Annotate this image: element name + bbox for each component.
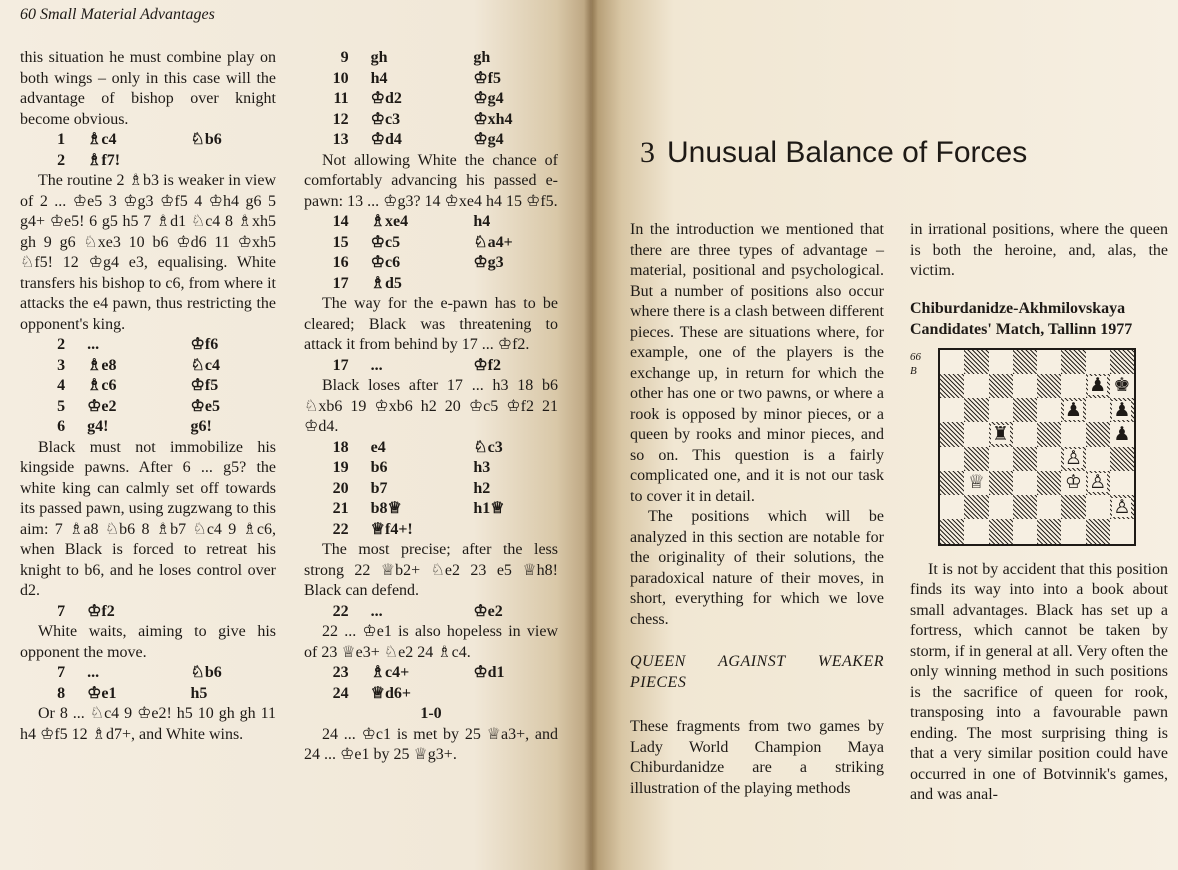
board-square — [1037, 447, 1061, 471]
board-square — [964, 398, 988, 422]
board-square — [1110, 519, 1134, 543]
board-square — [1086, 350, 1110, 374]
board-square — [940, 350, 964, 374]
move-row: 2 ... ♔f6 — [57, 336, 219, 353]
paragraph: Not allowing White the chance of comfortably advancing his passed e-pawn: 13 ... ♔g3? 14 ♔xe4 h4 15 ♔f5. — [304, 151, 558, 210]
board-square — [1037, 422, 1061, 446]
board-square — [1037, 374, 1061, 398]
board-square — [1013, 495, 1037, 519]
white-pawn-icon: ♙ — [1089, 471, 1107, 494]
paragraph: 22 ... ♔e1 is also hopeless in view of 23 ♕e3+ ♘e2 24 ♗c4. — [304, 623, 558, 661]
paragraph: 24 ... ♔c1 is met by 25 ♕a3+, and 24 ... ♔e1 by 25 ♕g3+. — [304, 725, 558, 763]
board-square — [940, 422, 964, 446]
board-square — [1086, 422, 1110, 446]
board-square — [1086, 471, 1110, 495]
board-square — [1110, 398, 1134, 422]
board-square — [1110, 422, 1134, 446]
move-row: 20 b7 h2 — [332, 479, 491, 497]
side-to-move: B — [910, 364, 917, 377]
board-square — [1061, 495, 1085, 519]
paragraph: in irrational positions, where the queen is both the heroine, and, alas, the victim. — [910, 221, 1168, 279]
diagram-label — [910, 350, 921, 378]
board-square — [1013, 374, 1037, 398]
board-square — [1037, 471, 1061, 495]
move-row: 21 b8♕ h1♕ — [332, 500, 505, 517]
move-row: 2 ♗f7! — [57, 151, 121, 169]
move-list — [304, 438, 558, 541]
move-row: 9 gh gh — [340, 49, 491, 66]
board-square — [1037, 495, 1061, 519]
board-square — [940, 374, 964, 398]
game-event: Candidates' Match, Tallinn 1977 — [910, 320, 1133, 338]
move-row: 6 g4! g6! — [57, 418, 212, 435]
board-square — [1061, 350, 1085, 374]
paragraph: The most precise; after the less strong 22 ♕b2+ ♘e2 23 e5 ♕h8! Black can defend. — [304, 541, 558, 599]
board-square — [1086, 374, 1110, 398]
board-square — [1110, 447, 1134, 471]
board-square — [989, 422, 1013, 446]
board-square — [1013, 398, 1037, 422]
paragraph: White waits, aiming to give his opponent the move. — [20, 623, 276, 661]
white-pawn-icon: ♙ — [1113, 495, 1131, 518]
board-square — [1086, 519, 1110, 543]
move-list — [20, 602, 276, 623]
paragraph: It is not by accident that this position finds its way into into a book about small advantages. Black has set up a fortress, which cannot be taken by storm, if in general at all. Very often the only winning method in such positions is the sacrifice of queen for rook, transposing into a favourable pawn ending. The most surprising thing is that a very similar position could have occurred in one of Botvinnik's games, and was anal- — [910, 560, 1168, 803]
board-square — [940, 447, 964, 471]
game-players: Chiburdanidze-Akhmilovskaya — [910, 299, 1126, 317]
paragraph: The way for the e-pawn has to be cleared; Black was threatening to attack it from behind by 17 ... ♔f2. — [304, 295, 558, 353]
board-square — [1013, 350, 1037, 374]
move-list — [304, 663, 558, 704]
section-heading: QUEEN AGAINST WEAKER PIECES — [630, 653, 884, 691]
board-square — [940, 519, 964, 543]
white-queen-icon: ♕ — [967, 471, 985, 494]
move-row: 14 ♗xe4 h4 — [332, 213, 491, 230]
board-square — [1013, 471, 1037, 495]
paragraph: Or 8 ... ♘c4 9 ♔e2! h5 10 gh gh 11 h4 ♔f5 12 ♗d7+, and White wins. — [20, 705, 276, 743]
right-column-1 — [630, 220, 884, 799]
move-row: 11 ♔d2 ♔g4 — [333, 90, 504, 107]
board-square — [1061, 447, 1085, 471]
book-gutter — [584, 0, 598, 870]
black-pawn-icon: ♟ — [1064, 398, 1082, 421]
right-column-2 — [910, 220, 1168, 806]
board-square — [940, 398, 964, 422]
move-row: 18 e4 ♘c3 — [332, 438, 503, 456]
board-square — [964, 495, 988, 519]
paragraph: Black must not immobilize his kingside pawns. After 6 ... g5? the white king can calmly set off towards its passed pawn, using zugzwang to this aim: 7 ♗a8 ♘b6 8 ♗b7 ♘c4 9 ♗c6, when Black is forced to retreat his knight to b6, and he loses control over d2. — [20, 438, 276, 599]
board-square — [1086, 495, 1110, 519]
board-square — [1061, 519, 1085, 543]
left-column-1 — [20, 48, 276, 745]
move-row: 5 ♔e2 ♔e5 — [57, 397, 220, 415]
board-square — [1037, 519, 1061, 543]
move-row: 16 ♔c6 ♔g3 — [332, 254, 504, 271]
black-king-icon: ♚ — [1113, 374, 1131, 397]
board-square — [940, 495, 964, 519]
move-list — [304, 48, 558, 151]
board-square — [964, 471, 988, 495]
board-square — [964, 350, 988, 374]
move-row: 23 ♗c4+ ♔d1 — [332, 664, 505, 681]
board-square — [964, 519, 988, 543]
move-row: 22 ... ♔e2 — [332, 602, 503, 620]
move-row: 15 ♔c5 ♘a4+ — [332, 233, 513, 251]
move-list — [20, 130, 276, 171]
move-row: 17 ♗d5 — [332, 274, 402, 292]
move-row: 4 ♗c6 ♔f5 — [57, 377, 219, 394]
board-square — [989, 374, 1013, 398]
board-square — [1086, 398, 1110, 422]
move-row: 10 h4 ♔f5 — [332, 69, 501, 87]
board-square — [989, 471, 1013, 495]
black-pawn-icon: ♟ — [1113, 422, 1131, 445]
game-result: 1-0 — [420, 705, 442, 722]
board-square — [1037, 398, 1061, 422]
move-list — [20, 663, 276, 704]
paragraph: In the introduction we mentioned that there are three types of advantage – material, positional and psychological. But a number of positions also occur where there is a clash between different pieces. These are situations where, for example, one of the players is the exchange up, in return for which the other has one or two pawns, or where a rook is opposed by minor pieces, or a queen by rooks and minor pieces, and so on. This question is a fairly complicated one, and it is not our task to cover it in detail. — [630, 221, 884, 505]
move-row: 19 b6 h3 — [332, 459, 491, 476]
board-square — [964, 374, 988, 398]
diagram-number: 66 — [910, 350, 921, 363]
board-square — [1110, 350, 1134, 374]
move-row: 17 ... ♔f2 — [332, 356, 501, 374]
board-square — [1110, 495, 1134, 519]
move-row: 7 ... ♘b6 — [57, 664, 222, 681]
board-square — [1061, 398, 1085, 422]
chess-board — [938, 348, 1136, 546]
chapter-number: 3 — [640, 136, 655, 169]
move-row: 7 ♔f2 — [57, 602, 115, 620]
board-square — [1013, 447, 1037, 471]
move-row: 24 ♕d6+ — [332, 684, 411, 702]
move-row: 13 ♔d4 ♔g4 — [332, 131, 504, 148]
board-square — [989, 350, 1013, 374]
chapter-title: Unusual Balance of Forces — [667, 136, 1028, 169]
board-square — [964, 422, 988, 446]
move-list — [304, 602, 558, 623]
board-square — [1013, 519, 1037, 543]
board-square — [1061, 422, 1085, 446]
board-square — [1110, 374, 1134, 398]
move-row: 1 ♗c4 ♘b6 — [57, 131, 222, 148]
black-rook-icon: ♜ — [992, 422, 1010, 445]
board-square — [989, 398, 1013, 422]
chapter-heading — [640, 136, 1027, 170]
board-square — [1061, 471, 1085, 495]
move-row: 3 ♗e8 ♘c4 — [57, 356, 220, 374]
move-row: 8 ♔e1 h5 — [57, 684, 208, 702]
move-list — [304, 212, 558, 294]
paragraph: The positions which will be analyzed in this section are notable for the originality of their solutions, the paradoxical nature of their moves, in short, everything for which we love chess. — [630, 508, 884, 628]
white-pawn-icon: ♙ — [1064, 447, 1082, 470]
board-square — [940, 471, 964, 495]
board-square — [1110, 471, 1134, 495]
paragraph: These fragments from two games by Lady World Champion Maya Chiburdanidze are a striking illustration of the playing methods — [630, 718, 884, 797]
black-pawn-icon: ♟ — [1089, 374, 1107, 397]
paragraph: this situation he must combine play on both wings – only in this case will the advantage of bishop over knight become obvious. — [20, 49, 276, 128]
board-square — [1013, 422, 1037, 446]
white-king-icon: ♔ — [1064, 471, 1082, 494]
move-list — [20, 335, 276, 438]
black-pawn-icon: ♟ — [1113, 398, 1131, 421]
move-list — [304, 356, 558, 377]
board-square — [964, 447, 988, 471]
move-row: 12 ♔c3 ♔xh4 — [332, 110, 513, 128]
move-row: 22 ♕f4+! — [332, 520, 413, 538]
running-head: 60 Small Material Advantages — [20, 6, 215, 23]
left-column-2 — [304, 48, 558, 766]
board-square — [1037, 350, 1061, 374]
board-square — [1086, 447, 1110, 471]
board-square — [989, 447, 1013, 471]
board-square — [989, 519, 1013, 543]
board-square — [1061, 374, 1085, 398]
paragraph: The routine 2 ♗b3 is weaker in view of 2 ... ♔e5 3 ♔g3 ♔f5 4 ♔h4 g6 5 g4+ ♔e5! 6 g5 h5 7 ♗d1 ♘c4 8 ♗xh5 gh 9 g6 ♘xe3 10 b6 ♔d6 11 ♔xh5 ♘f5! 12 ♔g4 e3, equalising. White transfers his bishop to c6, from where it attacks the e4 pawn, thus restricting the opponent's king. — [20, 172, 276, 333]
paragraph: Black loses after 17 ... h3 18 b6 ♘xb6 19 ♔xb6 h2 20 ♔c5 ♔f2 21 ♔d4. — [304, 377, 558, 435]
board-square — [989, 495, 1013, 519]
chess-diagram — [910, 346, 1168, 546]
